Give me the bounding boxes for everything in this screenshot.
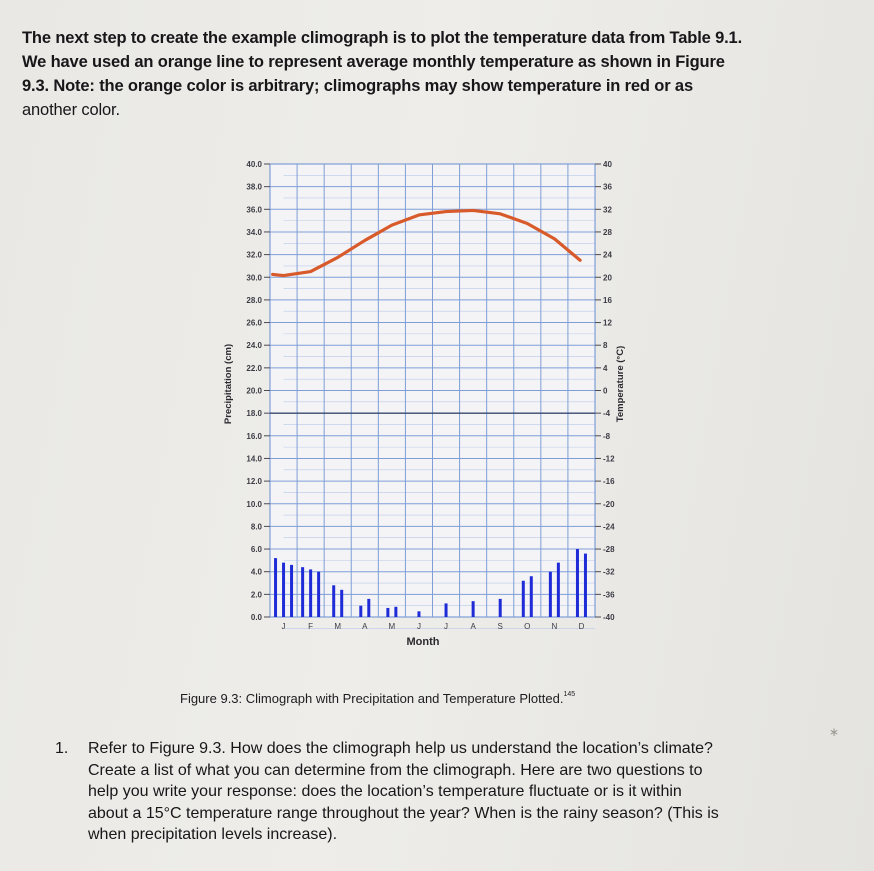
speck-mark: ∗ <box>829 725 840 739</box>
question-line-1: Refer to Figure 9.3. How does the climograph help us understand the location’s climate? <box>88 740 713 757</box>
month-tick-label: O <box>524 622 531 631</box>
right-tick-label: 32 <box>603 205 612 215</box>
left-tick-label: 32.0 <box>246 250 262 260</box>
month-tick-label: J <box>281 622 286 631</box>
right-tick-label: -16 <box>603 477 615 487</box>
right-tick-label: 12 <box>603 318 612 328</box>
left-tick-label: 36.0 <box>246 205 262 215</box>
month-tick-label: A <box>362 622 368 631</box>
precipitation-bar <box>530 576 533 617</box>
month-tick-label: D <box>578 622 585 631</box>
precipitation-bar <box>340 590 343 617</box>
left-tick-label: 34.0 <box>246 227 262 237</box>
intro-line-1: The next step to create the example climograph is to plot the temperature data from Table 9.1. <box>22 29 743 47</box>
left-tick-label: 28.0 <box>246 295 262 305</box>
month-tick-label: M <box>334 622 342 631</box>
precipitation-bar <box>274 558 277 617</box>
intro-line-2: We have used an orange line to represent average monthly temperature as shown in Figure <box>22 53 725 71</box>
left-tick-label: 6.0 <box>250 545 262 555</box>
precipitation-bar <box>309 569 312 617</box>
month-tick-label: F <box>308 622 314 631</box>
left-axis-label: Precipitation (cm) <box>223 343 234 425</box>
right-tick-label: 36 <box>603 182 612 192</box>
question-body <box>88 738 835 846</box>
precipitation-bar <box>301 567 304 617</box>
x-axis-ticks <box>282 622 585 631</box>
right-tick-label: -28 <box>603 545 615 555</box>
question-1 <box>55 738 835 846</box>
precipitation-bar <box>557 563 560 617</box>
left-tick-label: 10.0 <box>246 499 262 509</box>
figure-caption <box>180 691 575 706</box>
left-tick-label: 24.0 <box>246 341 262 351</box>
left-axis-ticks <box>246 160 270 622</box>
right-tick-label: -20 <box>603 499 615 509</box>
precipitation-bar <box>282 563 285 617</box>
question-line-2: Create a list of what you can determine from the climograph. Here are two questions to <box>88 761 703 779</box>
left-tick-label: 16.0 <box>246 431 262 441</box>
precipitation-bar <box>317 572 320 617</box>
climograph-chart <box>215 152 645 662</box>
right-tick-label: -8 <box>603 431 611 441</box>
caption-text: Figure 9.3: Climograph with Precipitation and Temperature Plotted. <box>180 691 564 706</box>
precipitation-bar <box>576 549 579 617</box>
precipitation-bar <box>367 599 370 617</box>
month-tick-label: N <box>551 622 558 631</box>
precipitation-bar <box>499 599 502 617</box>
right-tick-label: -4 <box>603 409 611 419</box>
left-tick-label: 2.0 <box>250 590 262 600</box>
left-tick-label: 8.0 <box>250 522 262 532</box>
right-axis-label: Temperature (°C) <box>615 345 626 423</box>
month-tick-label: M <box>388 622 396 631</box>
month-tick-label: J <box>416 622 421 631</box>
right-tick-label: 8 <box>603 341 608 351</box>
caption-footnote: 145 <box>563 691 576 698</box>
left-tick-label: 30.0 <box>246 273 262 283</box>
left-tick-label: 22.0 <box>246 363 262 373</box>
right-tick-label: -36 <box>603 590 615 600</box>
precipitation-bar <box>584 554 587 617</box>
right-tick-label: 4 <box>603 363 608 373</box>
question-line-4: about a 15°C temperature range throughout the year? When is the rainy season? (This is <box>88 804 719 822</box>
precipitation-bar <box>549 572 552 617</box>
x-axis-label: Month <box>406 636 440 648</box>
month-tick-label: J <box>444 622 449 631</box>
month-tick-label: S <box>497 622 503 631</box>
left-tick-label: 0.0 <box>250 613 262 622</box>
month-tick-label: A <box>470 622 476 631</box>
precipitation-bar <box>522 581 525 617</box>
question-line-3: help you write your response: does the location’s temperature fluctuate or is it within <box>88 783 682 800</box>
right-tick-label: 20 <box>603 273 612 283</box>
left-tick-label: 14.0 <box>246 454 262 464</box>
right-tick-label: -12 <box>603 454 615 464</box>
left-tick-label: 18.0 <box>246 409 262 419</box>
right-tick-label: 40 <box>603 160 612 169</box>
precipitation-bar <box>445 603 448 617</box>
right-tick-label: -40 <box>603 613 615 622</box>
question-number: 1. <box>55 740 69 757</box>
right-tick-label: 0 <box>603 386 608 396</box>
right-tick-label: 24 <box>603 250 612 260</box>
right-tick-label: 28 <box>603 227 612 237</box>
left-tick-label: 26.0 <box>246 318 262 328</box>
precipitation-bar <box>394 607 397 617</box>
precipitation-bar <box>386 608 389 617</box>
precipitation-bar <box>332 585 335 617</box>
left-tick-label: 20.0 <box>246 386 262 396</box>
right-tick-label: -32 <box>603 567 615 577</box>
precipitation-bar <box>472 601 475 617</box>
intro-line-3: 9.3. Note: the orange color is arbitrary; climographs may show temperature in red or as <box>22 77 693 95</box>
precipitation-bar <box>290 565 293 617</box>
right-tick-label: -24 <box>603 522 615 532</box>
question-line-5: when precipitation levels increase). <box>88 826 338 843</box>
precipitation-bar <box>417 611 420 617</box>
left-tick-label: 40.0 <box>246 160 262 169</box>
left-tick-label: 4.0 <box>250 567 262 577</box>
right-axis-ticks <box>595 160 615 622</box>
left-tick-label: 38.0 <box>246 182 262 192</box>
right-tick-label: 16 <box>603 295 612 305</box>
left-tick-label: 12.0 <box>246 477 262 487</box>
intro-paragraph <box>22 26 852 122</box>
intro-line-4: another color. <box>22 101 120 119</box>
precipitation-bar <box>359 606 362 617</box>
